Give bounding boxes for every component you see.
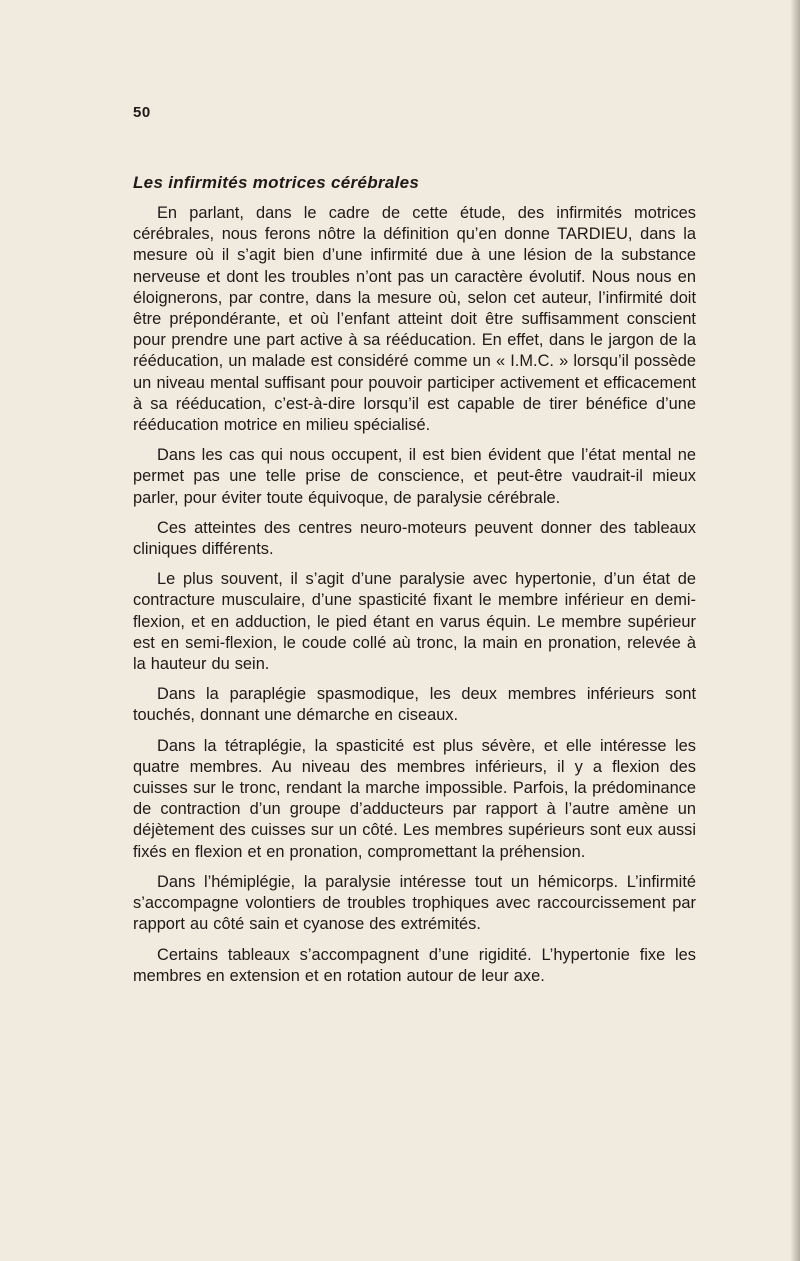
paragraph: Dans la paraplégie spasmodique, les deux membres inférieurs sont touchés, donnant une démarche en ciseaux.: [133, 685, 696, 725]
paragraph: Dans les cas qui nous occupent, il est bien évident que l’état mental ne permet pas une telle prise de conscience, et peut-être vaudrait-il mieux parler, pour éviter toute équivoque, de paralysie cérébrale.: [133, 446, 696, 507]
paragraph: Dans l’hémiplégie, la paralysie intéresse tout un hémicorps. L’infirmité s’accompagne volontiers de troubles trophiques avec raccourcissement par rapport au côté sain et cyanose des extrémités.: [133, 872, 696, 934]
body-text: [133, 203, 696, 996]
section-title: Les infirmités motrices cérébrales: [133, 173, 420, 192]
paragraph: Ces atteintes des centres neuro-moteurs peuvent donner des tableaux cliniques différents.: [133, 518, 696, 559]
paragraph: Dans la tétraplégie, la spasticité est plus sévère, et elle intéresse les quatre membres. Au niveau des membres inférieurs, il y a flexion des cuisses sur le tronc, rendant la marche impossible. Parfois, la prédominance de contraction d’un groupe d’adducteurs par rapport à l’autre amène un déjètement des cuisses sur un côté. Les membres supérieurs sont eux aussi fixés en flexion et en pronation, compromettant la préhension.: [133, 736, 696, 861]
paragraph: Le plus souvent, il s’agit d’une paralysie avec hypertonie, d’un état de contracture musculaire, d’une spasticité fixant le membre inférieur en demi-flexion, et en adduction, le pied étant en varus équin. Le membre supérieur est en semi-flexion, le coude collé aù tronc, la main en pronation, relevée à la hauteur du sein.: [133, 570, 696, 674]
page-number: 50: [133, 104, 151, 121]
paragraph: En parlant, dans le cadre de cette étude, des infirmités motrices cérébrales, nous ferons nôtre la définition qu’en donne TARDIEU, dans la mesure où il s’agit bien d’une infirmité due à une lésion de la substance nerveuse et dont les troubles n’ont pas un caractère évolutif. Nous nous en éloignerons, par contre, dans la mesure où, selon cet auteur, l’infirmité doit être prépondérante, et où l’enfant atteint doit être suffisamment conscient pour prendre une part active à sa rééducation. En effet, dans le jargon de la rééducation, un malade est considéré comme un « I.M.C. » lorsqu’il possède un niveau mental suffisant pour pouvoir participer activement et efficacement à sa rééducation, c’est-à-dire lorsqu’il est capable de tirer bénéfice d’une rééducation motrice en milieu spécialisé.: [133, 204, 696, 435]
page-edge-shadow: [790, 0, 800, 1261]
paragraph: Certains tableaux s’accompagnent d’une rigidité. L’hypertonie fixe les membres en extension et en rotation autour de leur axe.: [133, 945, 696, 985]
